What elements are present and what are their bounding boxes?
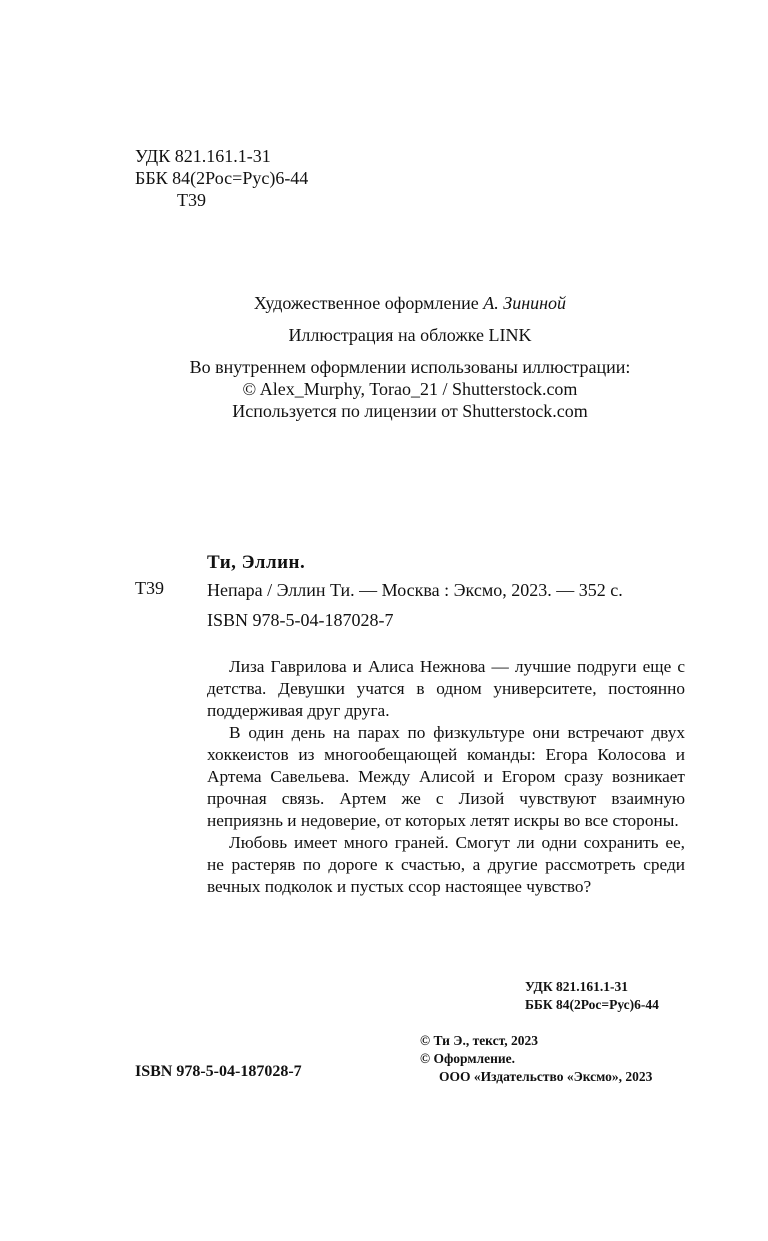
copyright-design: © Оформление. <box>420 1051 516 1066</box>
entry-author: Ти, Эллин. <box>207 552 306 573</box>
udk-code: УДК 821.161.1-31 <box>135 146 271 166</box>
license-note: Используется по лицензии от Shutterstock.com <box>232 401 588 421</box>
interior-illustration-heading: Во внутреннем оформлении использованы иллюстрации: <box>189 357 631 377</box>
footer-bbk: ББК 84(2Рос=Рус)6-44 <box>525 997 659 1012</box>
annotation-paragraph: Лиза Гаврилова и Алиса Нежнова — лучшие подруги еще с детства. Девушки учатся в одном университете, постоянно поддерживая друг друга. <box>207 657 685 720</box>
entry-mark: Т39 <box>135 578 164 598</box>
annotation-paragraph: Любовь имеет много граней. Смогут ли одни сохранить ее, не растеряв по дороге к счастью, а другие рассмотреть среди вечных подколок и пустых ссор настоящее чувство? <box>207 833 685 896</box>
bbk-code: ББК 84(2Рос=Рус)6-44 <box>135 168 309 188</box>
interior-illustration-credit: © Alex_Murphy, Torao_21 / Shutterstock.com <box>242 379 578 399</box>
footer-isbn: ISBN 978-5-04-187028-7 <box>135 1063 302 1080</box>
cover-illustration-credit: Иллюстрация на обложке LINK <box>288 325 532 345</box>
copyright-block <box>420 1032 652 1086</box>
annotation-paragraph: В один день на парах по физкультуре они встречают двух хоккеистов из многообещающей команды: Егора Колосова и Артема Савельева. Между Алисой и Егором сразу возникает прочная связь. Артем же с Лизой чувствуют взаимную неприязнь и недоверие, от которых летят искры во все стороны. <box>207 723 685 830</box>
copyright-text: © Ти Э., текст, 2023 <box>420 1033 538 1048</box>
design-credit-prefix: Художественное оформление <box>253 293 484 313</box>
entry-title-line: Непара / Эллин Ти. — Москва : Эксмо, 2023. — 352 с. <box>207 580 623 600</box>
annotation <box>207 656 685 898</box>
copyright-publisher: ООО «Издательство «Эксмо», 2023 <box>439 1069 653 1084</box>
footer-udk: УДК 821.161.1-31 <box>525 979 628 994</box>
design-credit <box>0 292 768 314</box>
author-mark: Т39 <box>177 190 206 210</box>
bibliographic-entry <box>207 578 685 632</box>
credits-block <box>0 292 768 422</box>
footer-classification <box>525 978 659 1014</box>
designer-name: А. Зининой <box>483 293 567 313</box>
classification-codes <box>135 145 308 211</box>
entry-isbn: ISBN 978-5-04-187028-7 <box>207 610 394 630</box>
